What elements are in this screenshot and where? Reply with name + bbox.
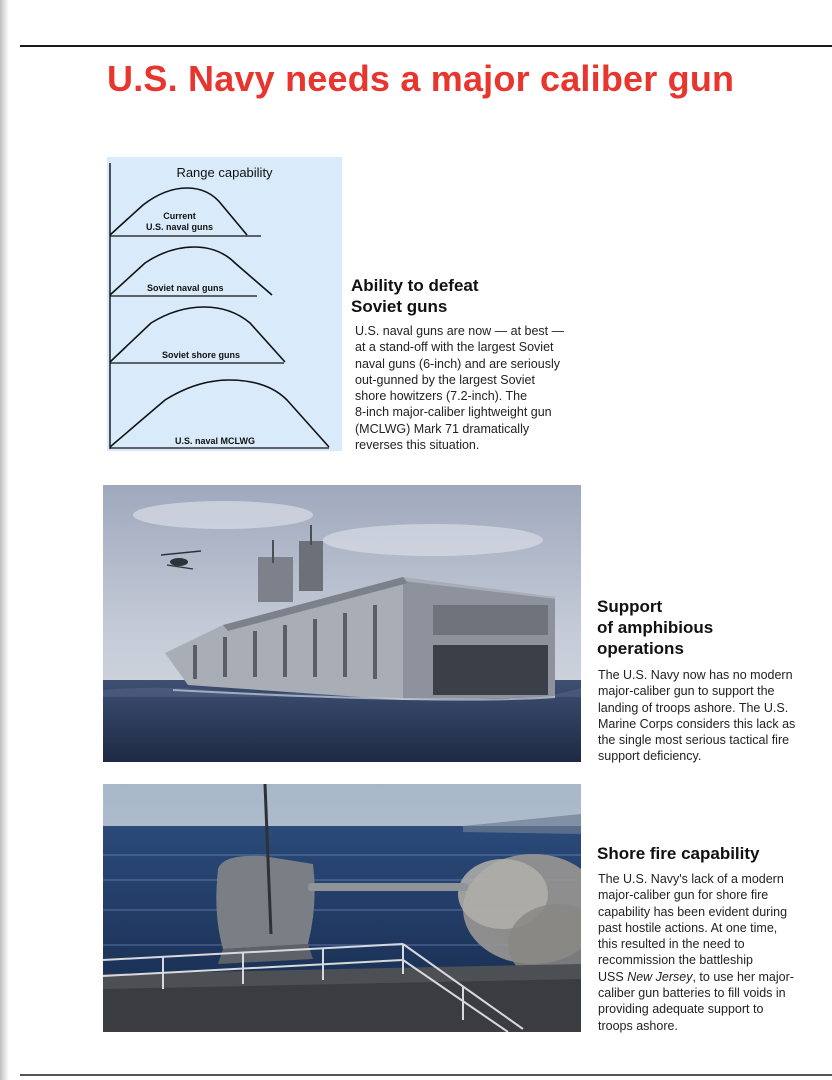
ship-prefix: USS xyxy=(598,969,628,984)
text-line: Marine Corps considers this lack as xyxy=(598,716,796,731)
ship-name: New Jersey xyxy=(627,969,693,984)
text-support-amphibious xyxy=(598,667,795,765)
text-line: (MCLWG) Mark 71 dramatically xyxy=(355,421,530,436)
text-line: naval guns (6-inch) and are seriously xyxy=(355,356,560,371)
amphibious-ship-photo xyxy=(103,485,581,762)
label-current-line2: U.S. naval guns xyxy=(145,222,214,232)
text-line xyxy=(598,969,794,985)
heading-line: Support xyxy=(597,597,663,616)
heading-line: of amphibious xyxy=(597,618,714,637)
top-rule xyxy=(20,45,832,47)
text-ability-to-defeat xyxy=(355,323,564,453)
label-current-line1: Current xyxy=(163,211,196,221)
heading-support-amphibious xyxy=(597,596,713,659)
diagram-title: Range capability xyxy=(176,165,273,180)
ship-suffix: , to use her major- xyxy=(692,969,794,984)
range-capability-diagram xyxy=(107,157,342,451)
label-current-us-guns xyxy=(117,211,242,233)
text-line: out-gunned by the largest Soviet xyxy=(355,372,535,387)
text-line: shore howitzers (7.2-inch). The xyxy=(355,389,528,404)
bottom-rule xyxy=(20,1074,832,1076)
text-shore-fire xyxy=(598,871,794,1034)
text-line: The U.S. Navy now has no modern xyxy=(598,668,793,682)
text-line: providing adequate support to xyxy=(598,1002,764,1017)
text-line: caliber gun batteries to fill voids in xyxy=(598,986,786,1001)
text-line: The U.S. Navy's lack of a modern xyxy=(598,872,784,886)
text-line: reverses this situation. xyxy=(355,438,480,453)
heading-line: Ability to defeat xyxy=(351,276,479,295)
page-title: U.S. Navy needs a major caliber gun xyxy=(107,58,735,99)
label-us-naval-mclwg: U.S. naval MCLWG xyxy=(175,436,256,446)
text-line: capability has been evident during xyxy=(598,904,788,919)
text-line: this resulted in the need to xyxy=(598,937,745,952)
naval-gun-firing-photo xyxy=(103,784,581,1032)
heading-line: Soviet guns xyxy=(351,297,448,316)
text-line: major-caliber gun to support the xyxy=(598,684,775,699)
label-soviet-naval-guns: Soviet naval guns xyxy=(147,283,224,293)
text-line: troops ashore. xyxy=(598,1018,678,1033)
text-line: past hostile actions. At one time, xyxy=(598,920,778,935)
page-edge xyxy=(0,0,9,1080)
text-line: at a stand-off with the largest Soviet xyxy=(355,340,554,355)
heading-shore-fire: Shore fire capability xyxy=(597,844,760,863)
text-line: the single most serious tactical fire xyxy=(598,733,790,748)
text-line: U.S. naval guns are now — at best — xyxy=(355,324,565,338)
heading-ability-to-defeat xyxy=(351,275,479,317)
text-line: support deficiency. xyxy=(598,749,702,764)
range-arcs xyxy=(107,157,342,451)
text-line: 8-inch major-caliber lightweight gun xyxy=(355,405,552,420)
text-line: landing of troops ashore. The U.S. xyxy=(598,700,789,715)
heading-line: operations xyxy=(597,639,684,658)
label-soviet-shore-guns: Soviet shore guns xyxy=(162,350,241,360)
text-line: recommission the battleship xyxy=(598,953,753,968)
text-line: major-caliber gun for shore fire xyxy=(598,888,769,903)
